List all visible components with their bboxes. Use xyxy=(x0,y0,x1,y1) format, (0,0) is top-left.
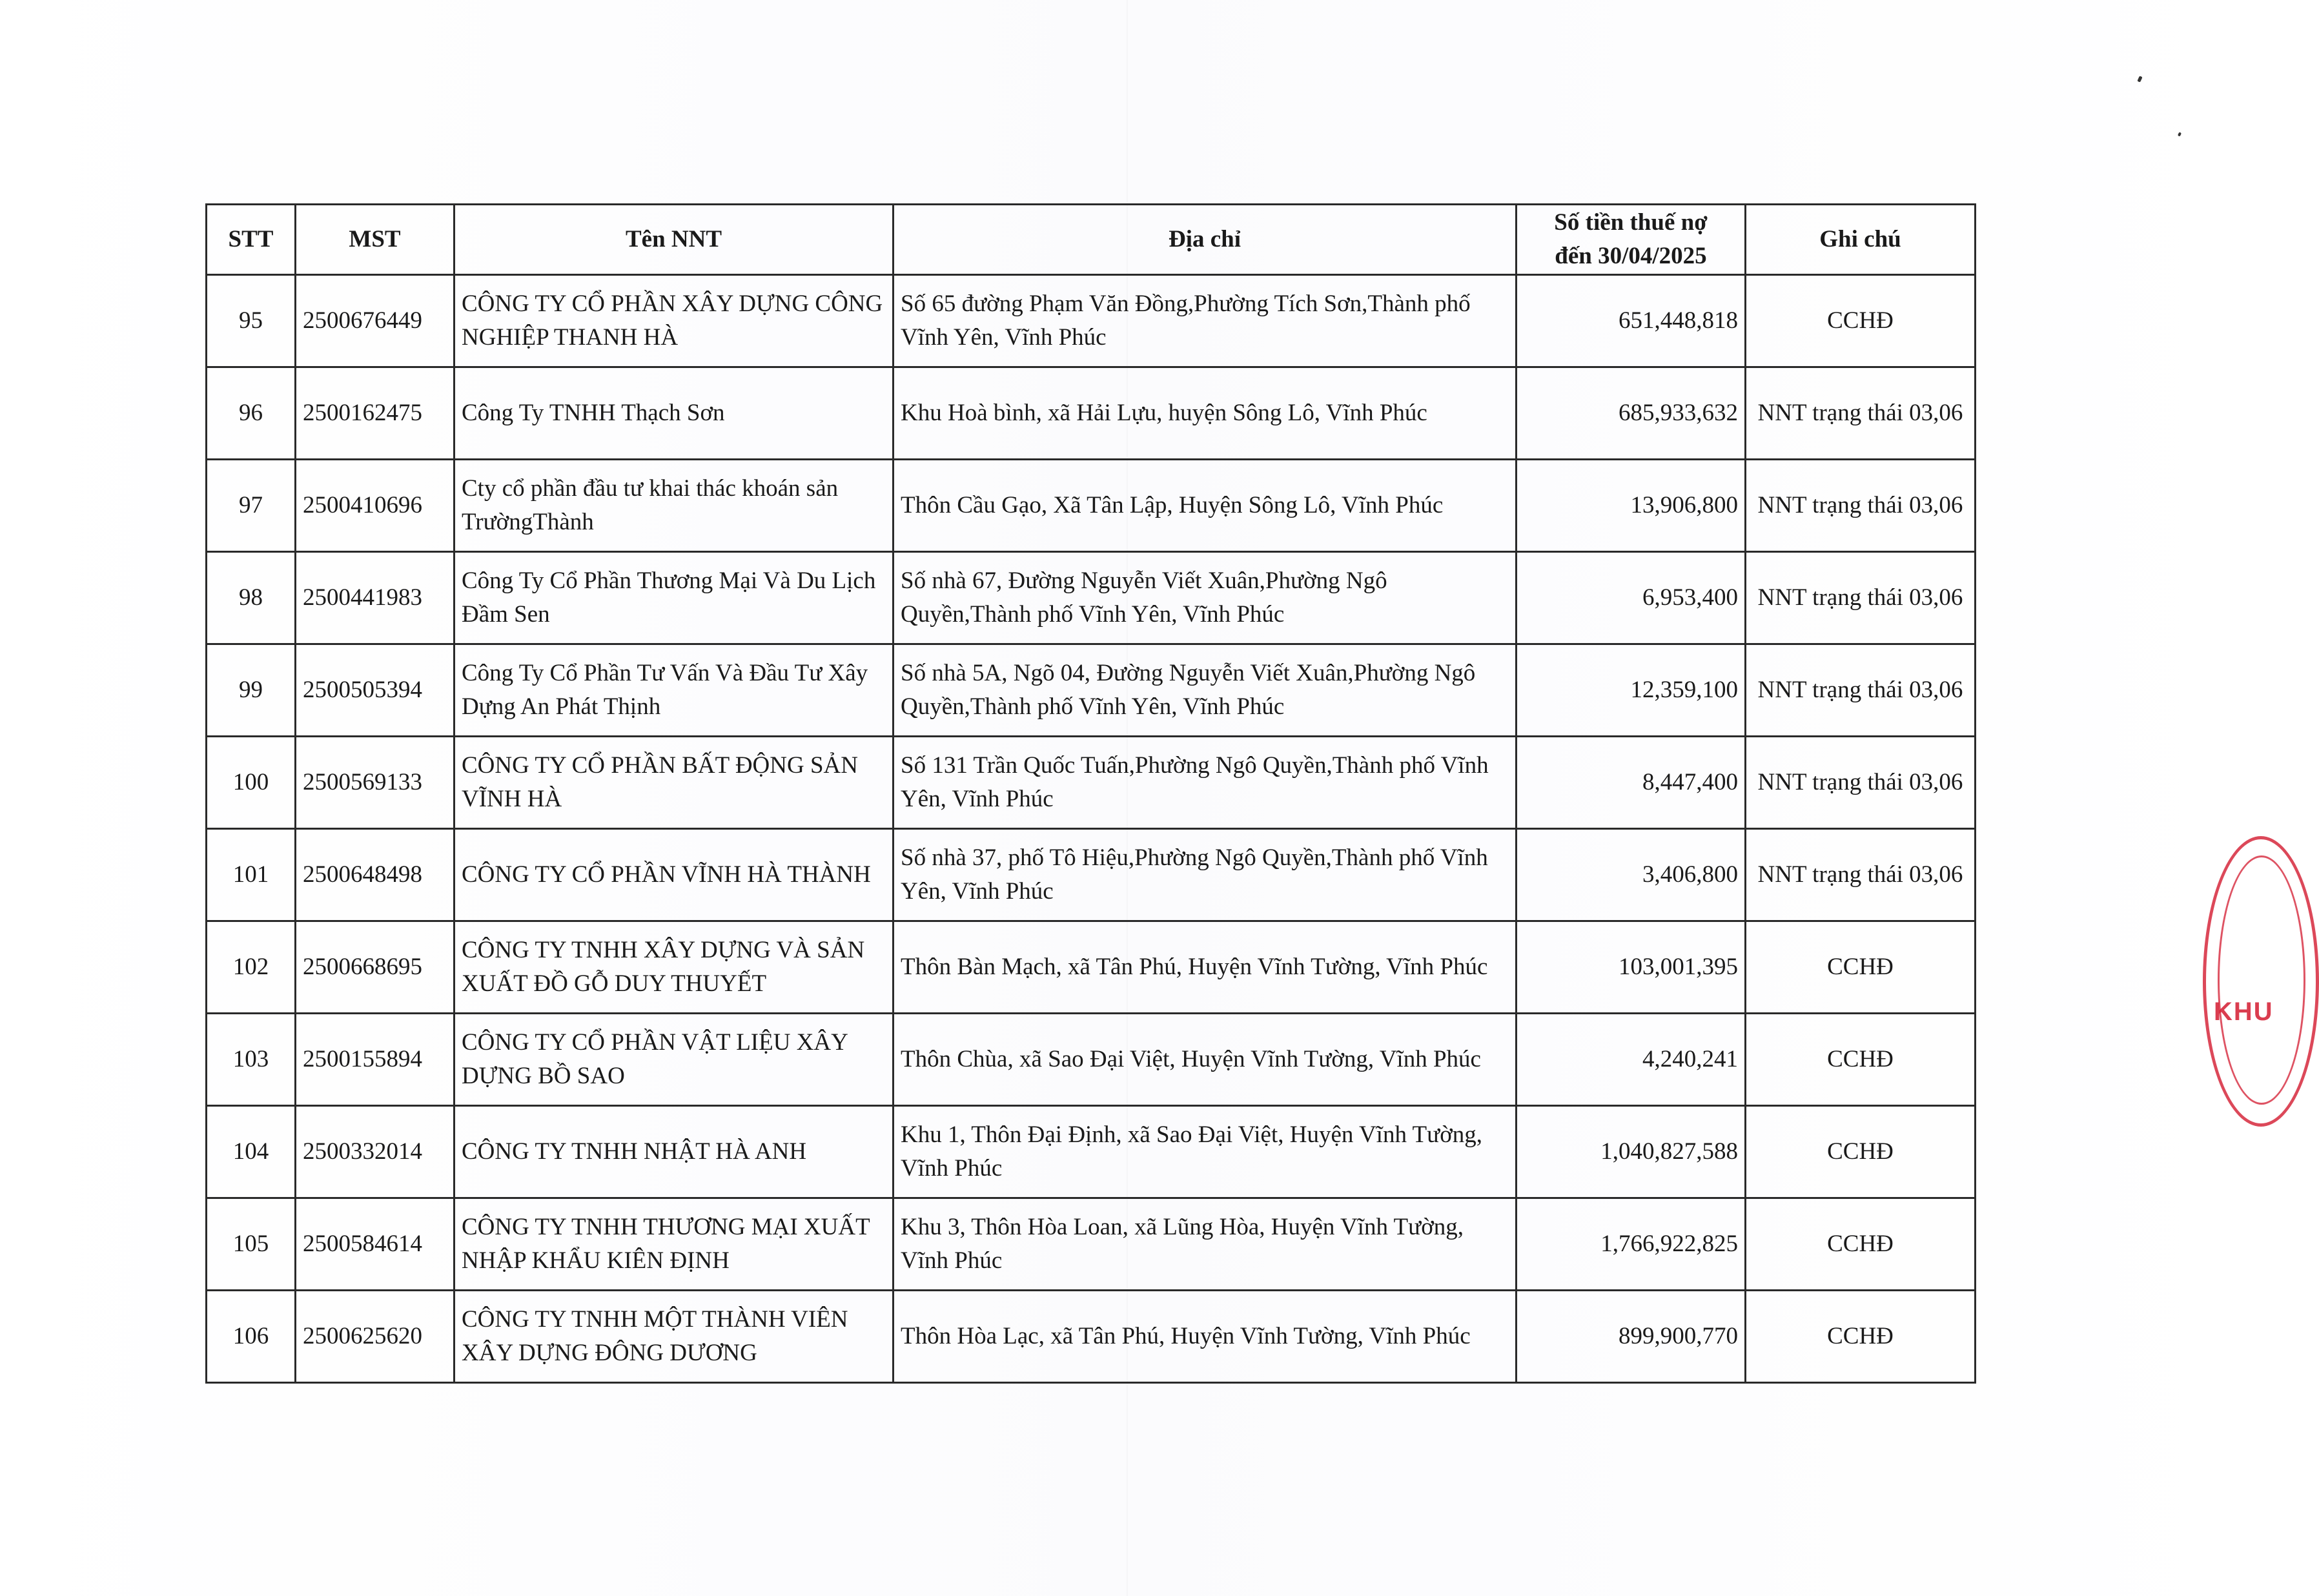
cell-address: Thôn Hòa Lạc, xã Tân Phú, Huyện Vĩnh Tường, Vĩnh Phúc xyxy=(894,1291,1517,1383)
cell-name: CÔNG TY CỔ PHẦN BẤT ĐỘNG SẢN VĨNH HÀ xyxy=(455,737,894,829)
cell-address: Số nhà 37, phố Tô Hiệu,Phường Ngô Quyền,Thành phố Vĩnh Yên, Vĩnh Phúc xyxy=(894,829,1517,921)
cell-note: NNT trạng thái 03,06 xyxy=(1746,552,1976,644)
cell-mst: 2500584614 xyxy=(296,1198,455,1291)
tax-debt-table-container xyxy=(205,203,1974,1384)
cell-address: Khu 1, Thôn Đại Định, xã Sao Đại Việt, Huyện Vĩnh Tường, Vĩnh Phúc xyxy=(894,1106,1517,1198)
cell-amount: 3,406,800 xyxy=(1517,829,1746,921)
header-mst: MST xyxy=(296,205,455,275)
cell-address: Số 65 đường Phạm Văn Đồng,Phường Tích Sơn,Thành phố Vĩnh Yên, Vĩnh Phúc xyxy=(894,275,1517,367)
cell-note: CCHĐ xyxy=(1746,1291,1976,1383)
cell-amount: 8,447,400 xyxy=(1517,737,1746,829)
cell-note: NNT trạng thái 03,06 xyxy=(1746,737,1976,829)
table-row xyxy=(207,1014,1976,1106)
header-name: Tên NNT xyxy=(455,205,894,275)
cell-stt: 95 xyxy=(207,275,296,367)
cell-amount: 4,240,241 xyxy=(1517,1014,1746,1106)
cell-address: Khu Hoà bình, xã Hải Lựu, huyện Sông Lô, Vĩnh Phúc xyxy=(894,367,1517,460)
cell-stt: 99 xyxy=(207,644,296,737)
table-row xyxy=(207,644,1976,737)
header-amount-line2: đến 30/04/2025 xyxy=(1555,243,1707,269)
tax-debt-table xyxy=(205,203,1976,1384)
cell-address: Thôn Cầu Gạo, Xã Tân Lập, Huyện Sông Lô, Vĩnh Phúc xyxy=(894,460,1517,552)
cell-stt: 96 xyxy=(207,367,296,460)
cell-mst: 2500155894 xyxy=(296,1014,455,1106)
header-note: Ghi chú xyxy=(1746,205,1976,275)
cell-mst: 2500505394 xyxy=(296,644,455,737)
cell-amount: 6,953,400 xyxy=(1517,552,1746,644)
table-row xyxy=(207,737,1976,829)
table-row xyxy=(207,1291,1976,1383)
cell-mst: 2500410696 xyxy=(296,460,455,552)
cell-name: CÔNG TY CỔ PHẦN VẬT LIỆU XÂY DỰNG BỒ SAO xyxy=(455,1014,894,1106)
header-amount-line1: Số tiền thuế nợ xyxy=(1554,209,1708,236)
cell-name: CÔNG TY TNHH NHẬT HÀ ANH xyxy=(455,1106,894,1198)
cell-mst: 2500676449 xyxy=(296,275,455,367)
cell-amount: 651,448,818 xyxy=(1517,275,1746,367)
cell-amount: 12,359,100 xyxy=(1517,644,1746,737)
scan-speck xyxy=(2178,132,2181,136)
cell-address: Số 131 Trần Quốc Tuấn,Phường Ngô Quyền,Thành phố Vĩnh Yên, Vĩnh Phúc xyxy=(894,737,1517,829)
table-row xyxy=(207,921,1976,1014)
table-row xyxy=(207,367,1976,460)
cell-amount: 1,040,827,588 xyxy=(1517,1106,1746,1198)
scan-speck xyxy=(2137,76,2142,82)
cell-name: Cty cổ phần đầu tư khai thác khoán sản TrườngThành xyxy=(455,460,894,552)
stamp-text: KHU xyxy=(2214,998,2274,1026)
cell-note: CCHĐ xyxy=(1746,1198,1976,1291)
stamp-inner-ring xyxy=(2218,855,2305,1105)
cell-address: Thôn Bàn Mạch, xã Tân Phú, Huyện Vĩnh Tường, Vĩnh Phúc xyxy=(894,921,1517,1014)
cell-stt: 106 xyxy=(207,1291,296,1383)
cell-stt: 98 xyxy=(207,552,296,644)
cell-name: CÔNG TY CỔ PHẦN VĨNH HÀ THÀNH xyxy=(455,829,894,921)
header-address: Địa chỉ xyxy=(894,205,1517,275)
cell-mst: 2500668695 xyxy=(296,921,455,1014)
cell-note: NNT trạng thái 03,06 xyxy=(1746,367,1976,460)
table-row xyxy=(207,275,1976,367)
cell-name: Công Ty Cổ Phần Tư Vấn Và Đầu Tư Xây Dựng An Phát Thịnh xyxy=(455,644,894,737)
cell-stt: 97 xyxy=(207,460,296,552)
cell-stt: 103 xyxy=(207,1014,296,1106)
table-row xyxy=(207,1106,1976,1198)
cell-mst: 2500648498 xyxy=(296,829,455,921)
cell-mst: 2500625620 xyxy=(296,1291,455,1383)
cell-address: Số nhà 5A, Ngõ 04, Đường Nguyễn Viết Xuân,Phường Ngô Quyền,Thành phố Vĩnh Yên, Vĩnh Phúc xyxy=(894,644,1517,737)
cell-mst: 2500569133 xyxy=(296,737,455,829)
official-red-stamp xyxy=(2203,836,2319,1127)
table-row xyxy=(207,460,1976,552)
cell-name: CÔNG TY TNHH THƯƠNG MẠI XUẤT NHẬP KHẨU KIÊN ĐỊNH xyxy=(455,1198,894,1291)
cell-note: CCHĐ xyxy=(1746,1014,1976,1106)
cell-name: Công Ty Cổ Phần Thương Mại Và Du Lịch Đầm Sen xyxy=(455,552,894,644)
cell-address: Thôn Chùa, xã Sao Đại Việt, Huyện Vĩnh Tường, Vĩnh Phúc xyxy=(894,1014,1517,1106)
cell-address: Khu 3, Thôn Hòa Loan, xã Lũng Hòa, Huyện Vĩnh Tường, Vĩnh Phúc xyxy=(894,1198,1517,1291)
table-row xyxy=(207,1198,1976,1291)
table-header-row xyxy=(207,205,1976,275)
cell-name: CÔNG TY CỔ PHẦN XÂY DỰNG CÔNG NGHIỆP THANH HÀ xyxy=(455,275,894,367)
table-row xyxy=(207,829,1976,921)
cell-mst: 2500332014 xyxy=(296,1106,455,1198)
cell-note: CCHĐ xyxy=(1746,275,1976,367)
cell-note: NNT trạng thái 03,06 xyxy=(1746,829,1976,921)
cell-address: Số nhà 67, Đường Nguyễn Viết Xuân,Phường Ngô Quyền,Thành phố Vĩnh Yên, Vĩnh Phúc xyxy=(894,552,1517,644)
cell-amount: 685,933,632 xyxy=(1517,367,1746,460)
cell-stt: 104 xyxy=(207,1106,296,1198)
cell-amount: 103,001,395 xyxy=(1517,921,1746,1014)
cell-stt: 102 xyxy=(207,921,296,1014)
cell-amount: 1,766,922,825 xyxy=(1517,1198,1746,1291)
cell-stt: 101 xyxy=(207,829,296,921)
cell-note: CCHĐ xyxy=(1746,921,1976,1014)
cell-note: NNT trạng thái 03,06 xyxy=(1746,460,1976,552)
cell-name: Công Ty TNHH Thạch Sơn xyxy=(455,367,894,460)
cell-note: CCHĐ xyxy=(1746,1106,1976,1198)
cell-mst: 2500162475 xyxy=(296,367,455,460)
header-stt: STT xyxy=(207,205,296,275)
cell-amount: 899,900,770 xyxy=(1517,1291,1746,1383)
table-row xyxy=(207,552,1976,644)
cell-mst: 2500441983 xyxy=(296,552,455,644)
cell-name: CÔNG TY TNHH XÂY DỰNG VÀ SẢN XUẤT ĐỒ GỖ DUY THUYẾT xyxy=(455,921,894,1014)
cell-stt: 100 xyxy=(207,737,296,829)
cell-note: NNT trạng thái 03,06 xyxy=(1746,644,1976,737)
header-amount xyxy=(1517,205,1746,275)
cell-name: CÔNG TY TNHH MỘT THÀNH VIÊN XÂY DỰNG ĐÔNG DƯƠNG xyxy=(455,1291,894,1383)
cell-amount: 13,906,800 xyxy=(1517,460,1746,552)
cell-stt: 105 xyxy=(207,1198,296,1291)
